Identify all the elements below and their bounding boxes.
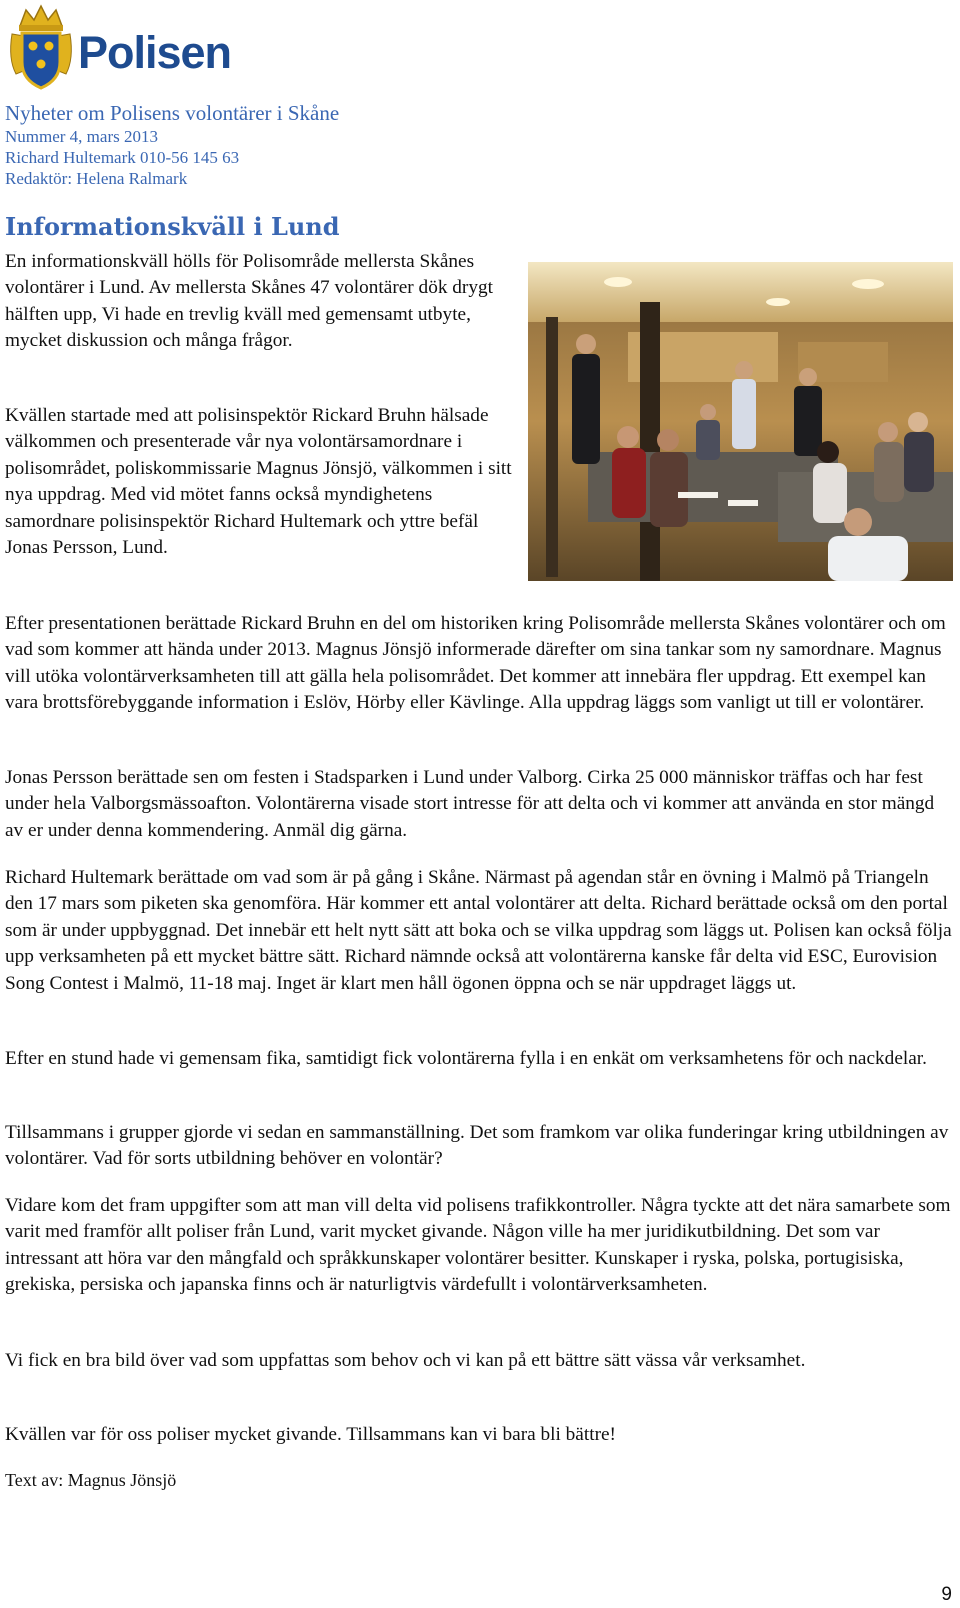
newsletter-masthead [5,100,339,189]
contact-line: Richard Hultemark 010-56 145 63 [5,148,240,167]
polisen-wordmark: Polisen [78,27,232,78]
police-crest-icon [6,4,76,92]
editor-line: Redaktör: Helena Ralmark [5,169,188,188]
article-paragraph: Kvällen var för oss poliser mycket givande. Tillsammans kan vi bara bli bättre! [5,1424,616,1445]
page-number: 9 [941,1584,952,1605]
article-paragraph: Jonas Persson berättade sen om festen i Stadsparken i Lund under Valborg. Cirka 25 000 människor träffas och har fest under hela Valborgsmässoafton. Volontärerna visade stort intresse för att delta och vi kommer att använda en stor mängd av er under denna kommendering. Anmäl dig gärna. [5,767,935,841]
article-paragraph: Vidare kom det fram uppgifter som att man vill delta vid polisens trafikkontroller. Några tyckte att det nära samarbete som varit med framför allt poliser från Lund, varit mycket givande. Någon ville ha mer juridikutbildning. Det som var intressant att höra var den mångfald och språkkunskaper volontärer besitter. Kunskaper i ryska, polska, portugisiska, grekiska, persiska och japanska finns och är naturligtvis värdefullt i volontärverksamheten. [5,1195,951,1296]
article-byline: Text av: Magnus Jönsjö [5,1470,177,1490]
article-paragraph: Vi fick en bra bild över vad som uppfattas som behov och vi kan på ett bättre sätt vässa vår verksamhet. [5,1350,806,1371]
article-paragraph: Tillsammans i grupper gjorde vi sedan en sammanställning. Det som framkom var olika funderingar kring utbildningen av volontärer. Vad för sorts utbildning behöver en volontär? [5,1122,949,1170]
article-paragraph: Efter presentationen berättade Rickard Bruhn en del om historiken kring Polisområde mellersta Skånes volontärer och om vad som kommer att hända under 2013. Magnus Jönsjö informerade därefter om sina tankar som ny samordnare. Magnus vill utöka volontärverksamheten till att gälla hela polisområdet. Det kommer att innebära fler uppdrag. Ett exempel kan vara brottsförebyggande information i Eslöv, Hörby eller Kävlinge. Alla uppdrag läggs som vanligt ut till er volontärer. [5,613,946,714]
article-paragraph: Richard Hultemark berättade om vad som är på gång i Skåne. Närmast på agendan står en övning i Malmö på Triangeln den 17 mars som piketen ska genomföra. Här kommer ett antal volontärer att delta. Richard berättade också om den portal som är under uppbyggnad. Det innebär ett helt nytt sätt att boka och se vilka uppdrag som läggs ut. Polisen kan också följa upp verksamheten på ett mycket bättre sätt. Richard nämnde också att volontärerna kanske får delta vid ESC, Eurovision Song Contest i Malmö, 11-18 maj. Inget är klart men håll ögonen öppna och se när uppdraget läggs ut. [5,867,952,994]
article-paragraph: Kvällen startade med att polisinspektör Rickard Bruhn hälsade välkommen och presenterade vår nya volontärsamordnare i polisområdet, poliskommissarie Magnus Jönsjö, välkommen i sitt nya uppdrag. Med vid mötet fanns också myndighetens samordnare polisinspektör Richard Hultemark och yttre befäl Jonas Persson, Lund. [5,405,512,559]
issue-number: Nummer 4, mars 2013 [5,127,158,146]
meeting-photo [528,262,953,581]
polisen-logo [6,4,246,92]
article-headline: Informationskväll i Lund [5,212,340,241]
article-paragraph: En informationskväll hölls för Polisområde mellersta Skånes volontärer i Lund. Av mellersta Skånes 47 volontärer dök drygt hälften upp, Vi hade en trevlig kväll med gemensamt utbyte, mycket diskussion och många frågor. [5,251,493,352]
article-paragraph: Efter en stund hade vi gemensam fika, samtidigt fick volontärerna fylla i en enkät om verksamhetens för och nackdelar. [5,1048,927,1069]
newsletter-title: Nyheter om Polisens volontärer i Skåne [5,101,340,125]
